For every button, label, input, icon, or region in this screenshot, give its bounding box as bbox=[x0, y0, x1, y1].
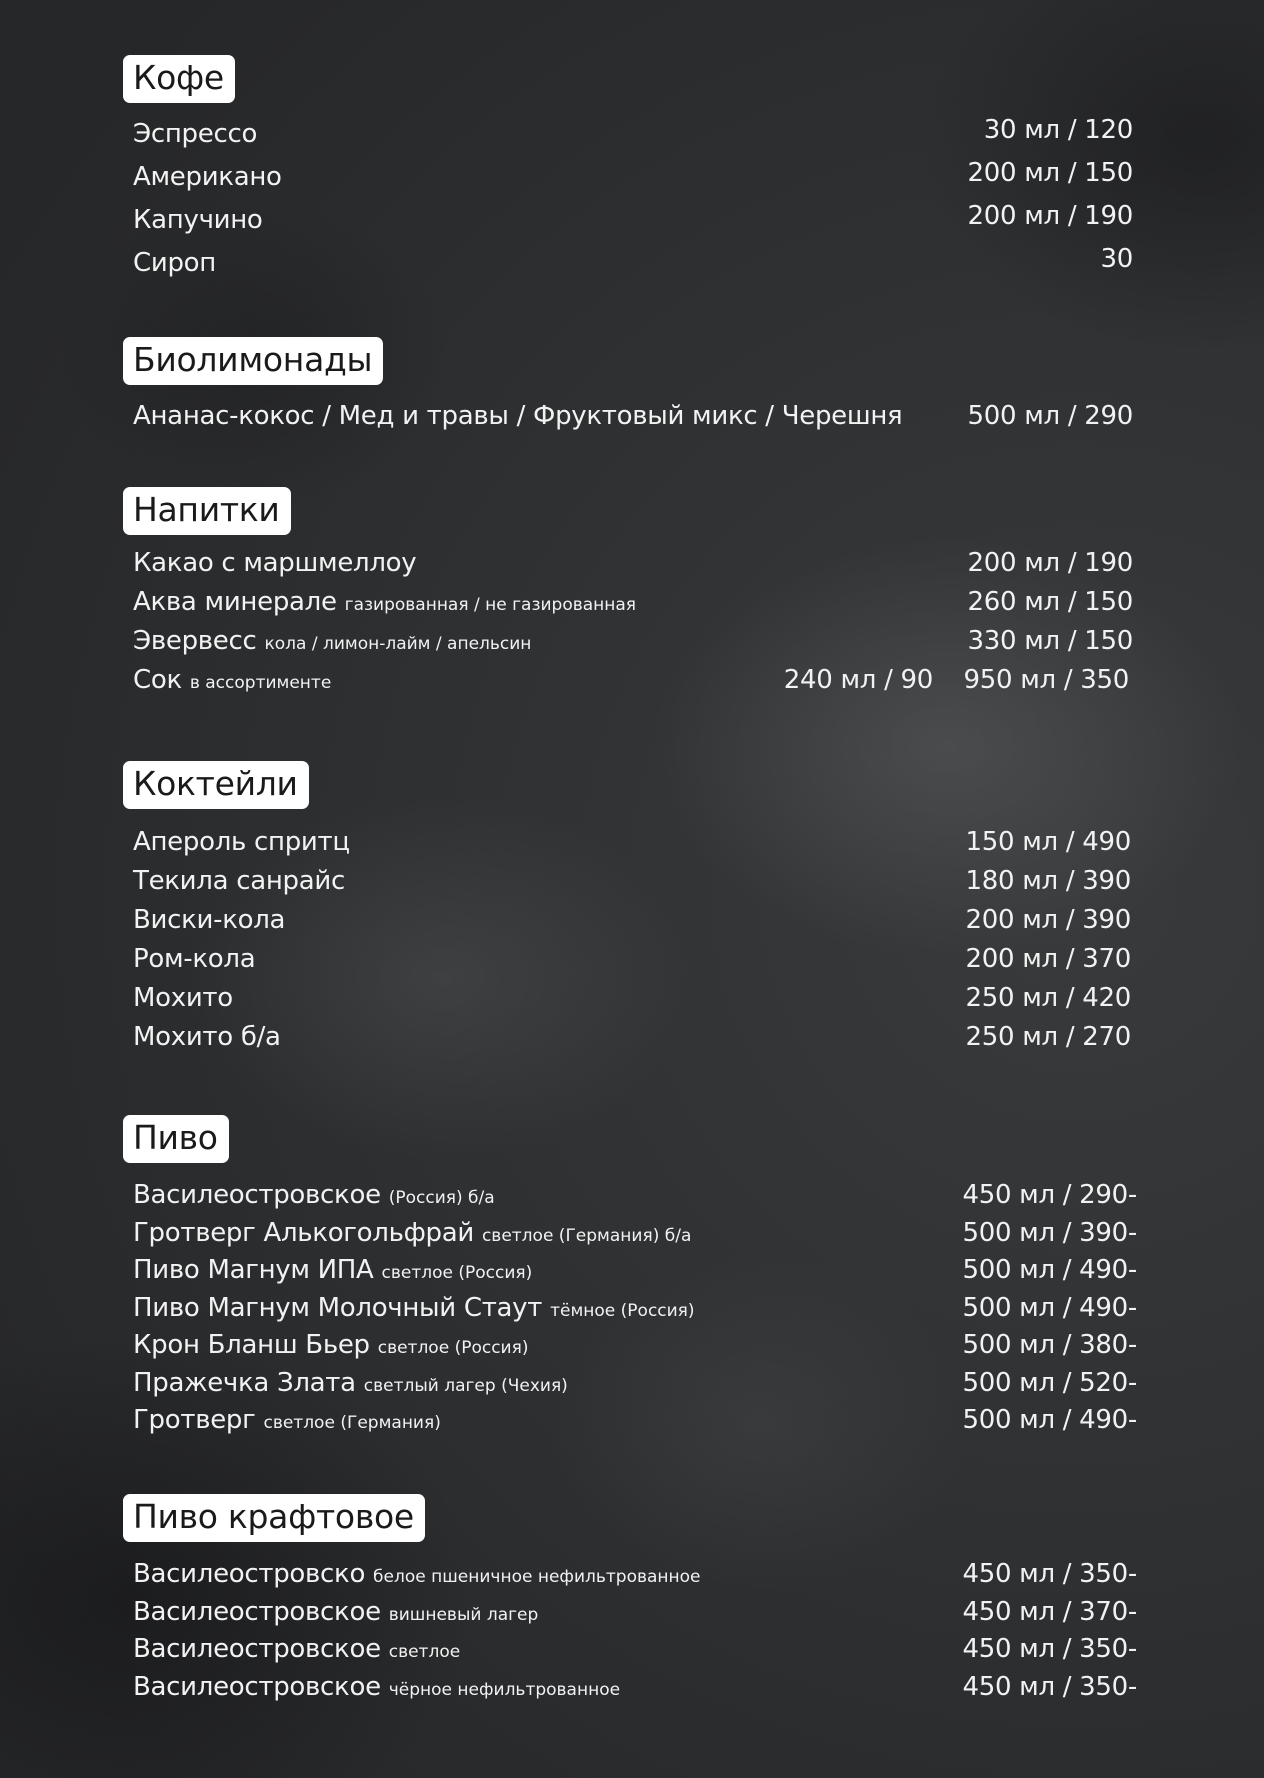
section-title: Биолимонады bbox=[123, 337, 383, 385]
item-name: Гротверг Алькогольфрай светлое (Германия) б/а bbox=[133, 1217, 692, 1248]
item-price: 450 мл / 350- bbox=[962, 1559, 1137, 1589]
item-price: 450 мл / 290- bbox=[962, 1180, 1137, 1210]
item-price: 450 мл / 350- bbox=[962, 1671, 1137, 1702]
item-price: 200 мл / 190 bbox=[967, 201, 1133, 231]
item-price: 200 мл / 390 bbox=[965, 905, 1131, 935]
item-note: светлое (Россия) bbox=[381, 1263, 533, 1283]
item-price: 450 мл / 350- bbox=[962, 1634, 1137, 1664]
item-name: Пражечка Злата светлый лагер (Чехия) bbox=[133, 1367, 568, 1398]
item-note: светлое (Россия) bbox=[377, 1338, 529, 1358]
item-price: 30 bbox=[1100, 244, 1133, 274]
menu-item bbox=[123, 901, 1143, 940]
item-name: Крон Бланш Бьер светлое (Россия) bbox=[133, 1330, 529, 1360]
section-craft-beer bbox=[123, 1494, 1143, 1706]
item-note: чёрное нефильтрованное bbox=[388, 1679, 621, 1700]
item-price: 500 мл / 290 bbox=[967, 401, 1133, 431]
item-price: 500 мл / 490- bbox=[962, 1255, 1137, 1285]
item-name: Василеостровское чёрное нефильтрованное bbox=[133, 1671, 621, 1702]
item-note: белое пшеничное нефильтрованное bbox=[373, 1567, 701, 1587]
item-name: Апероль спритц bbox=[133, 827, 350, 857]
menu-item bbox=[123, 1018, 1143, 1057]
item-name: Американо bbox=[133, 162, 282, 192]
item-note: тёмное (Россия) bbox=[550, 1300, 695, 1321]
menu-item bbox=[123, 622, 1143, 661]
item-list bbox=[123, 1556, 1143, 1706]
menu-item bbox=[123, 156, 1143, 199]
item-price: 200 мл / 150 bbox=[967, 158, 1133, 188]
section-biolemonades bbox=[123, 337, 1143, 438]
item-note: газированная / не газированная bbox=[344, 595, 637, 615]
item-name: Виски-кола bbox=[133, 905, 286, 935]
menu-item bbox=[123, 1177, 1143, 1215]
menu-item bbox=[123, 661, 1143, 700]
item-note: кола / лимон-лайм / апельсин bbox=[264, 634, 532, 654]
item-name: Пиво Магнум Молочный Стаут тёмное (Россия) bbox=[133, 1292, 695, 1323]
item-price: 200 мл / 190 bbox=[967, 548, 1133, 578]
item-note: в ассортименте bbox=[189, 673, 332, 693]
menu-item bbox=[123, 1594, 1143, 1632]
item-name: Сироп bbox=[133, 248, 216, 278]
menu-item bbox=[123, 1402, 1143, 1440]
menu-item bbox=[123, 1669, 1143, 1707]
item-price: 500 мл / 490- bbox=[962, 1405, 1137, 1435]
item-price: 30 мл / 120 bbox=[983, 115, 1133, 145]
menu-item bbox=[123, 1365, 1143, 1403]
menu-item bbox=[123, 199, 1143, 242]
menu-item bbox=[123, 1215, 1143, 1253]
item-name: Мохито б/а bbox=[133, 1022, 281, 1052]
item-price-small: 240 мл / 90 bbox=[783, 665, 933, 695]
item-name: Ром-кола bbox=[133, 944, 256, 974]
section-title: Пиво крафтовое bbox=[123, 1494, 425, 1542]
item-list bbox=[123, 823, 1143, 1057]
section-coffee bbox=[123, 55, 1143, 285]
item-list bbox=[123, 544, 1143, 700]
menu-item bbox=[123, 1290, 1143, 1328]
item-name: Текила санрайс bbox=[133, 866, 345, 896]
section-title: Напитки bbox=[123, 487, 291, 535]
item-note: светлое bbox=[388, 1642, 461, 1662]
item-name: Ананас-кокос / Мед и травы / Фруктовый микс / Черешня bbox=[133, 401, 903, 431]
item-list bbox=[123, 113, 1143, 285]
menu-item bbox=[123, 979, 1143, 1018]
menu-item bbox=[123, 823, 1143, 862]
item-price: 150 мл / 490 bbox=[965, 827, 1131, 857]
item-name: Пиво Магнум ИПА светлое (Россия) bbox=[133, 1255, 533, 1285]
item-note: вишневый лагер bbox=[388, 1604, 539, 1625]
menu-item bbox=[123, 1631, 1143, 1669]
item-price: 180 мл / 390 bbox=[965, 866, 1131, 896]
menu-item bbox=[123, 940, 1143, 979]
item-name: Василеостровско белое пшеничное нефильтрованное bbox=[133, 1559, 701, 1589]
item-price: 500 мл / 380- bbox=[962, 1330, 1137, 1360]
item-name: Мохито bbox=[133, 983, 233, 1013]
item-price: 950 мл / 350 bbox=[963, 665, 1129, 695]
item-list bbox=[123, 1177, 1143, 1440]
item-name: Василеостровское светлое bbox=[133, 1634, 461, 1664]
menu-item bbox=[123, 395, 1143, 438]
item-note: (Россия) б/а bbox=[388, 1188, 495, 1208]
section-title: Коктейли bbox=[123, 761, 309, 809]
menu-item bbox=[123, 1252, 1143, 1290]
menu-item bbox=[123, 583, 1143, 622]
item-price: 500 мл / 520- bbox=[962, 1367, 1137, 1398]
item-price: 250 мл / 420 bbox=[965, 983, 1131, 1013]
section-beer bbox=[123, 1115, 1143, 1440]
item-name: Эспрессо bbox=[133, 119, 258, 149]
item-price: 200 мл / 370 bbox=[965, 944, 1131, 974]
item-name: Василеостровское (Россия) б/а bbox=[133, 1180, 495, 1210]
section-title: Кофе bbox=[123, 55, 235, 103]
menu-item bbox=[123, 544, 1143, 583]
item-name: Сок в ассортименте bbox=[133, 665, 332, 695]
item-price: 250 мл / 270 bbox=[965, 1022, 1131, 1052]
menu-item bbox=[123, 1556, 1143, 1594]
section-drinks bbox=[123, 487, 1143, 700]
item-price: 500 мл / 390- bbox=[962, 1217, 1137, 1248]
item-price: 450 мл / 370- bbox=[962, 1596, 1137, 1627]
item-price: 330 мл / 150 bbox=[967, 626, 1133, 656]
item-name: Аква минерале газированная / не газированная bbox=[133, 587, 637, 617]
item-price: 500 мл / 490- bbox=[962, 1292, 1137, 1323]
item-list bbox=[123, 395, 1143, 438]
menu-item bbox=[123, 1327, 1143, 1365]
item-name: Какао с маршмеллоу bbox=[133, 548, 417, 578]
item-note: светлый лагер (Чехия) bbox=[363, 1375, 568, 1396]
item-name: Василеостровское вишневый лагер bbox=[133, 1596, 539, 1627]
section-title: Пиво bbox=[123, 1115, 229, 1163]
menu-item bbox=[123, 862, 1143, 901]
item-note: светлое (Германия) bbox=[263, 1413, 441, 1433]
item-name: Эвервесс кола / лимон-лайм / апельсин bbox=[133, 626, 532, 656]
item-price: 260 мл / 150 bbox=[967, 587, 1133, 617]
item-name: Гротверг светлое (Германия) bbox=[133, 1405, 441, 1435]
menu-item bbox=[123, 113, 1143, 156]
section-cocktails bbox=[123, 761, 1143, 1057]
menu-item bbox=[123, 242, 1143, 285]
item-name: Капучино bbox=[133, 205, 263, 235]
item-note: светлое (Германия) б/а bbox=[481, 1225, 692, 1246]
